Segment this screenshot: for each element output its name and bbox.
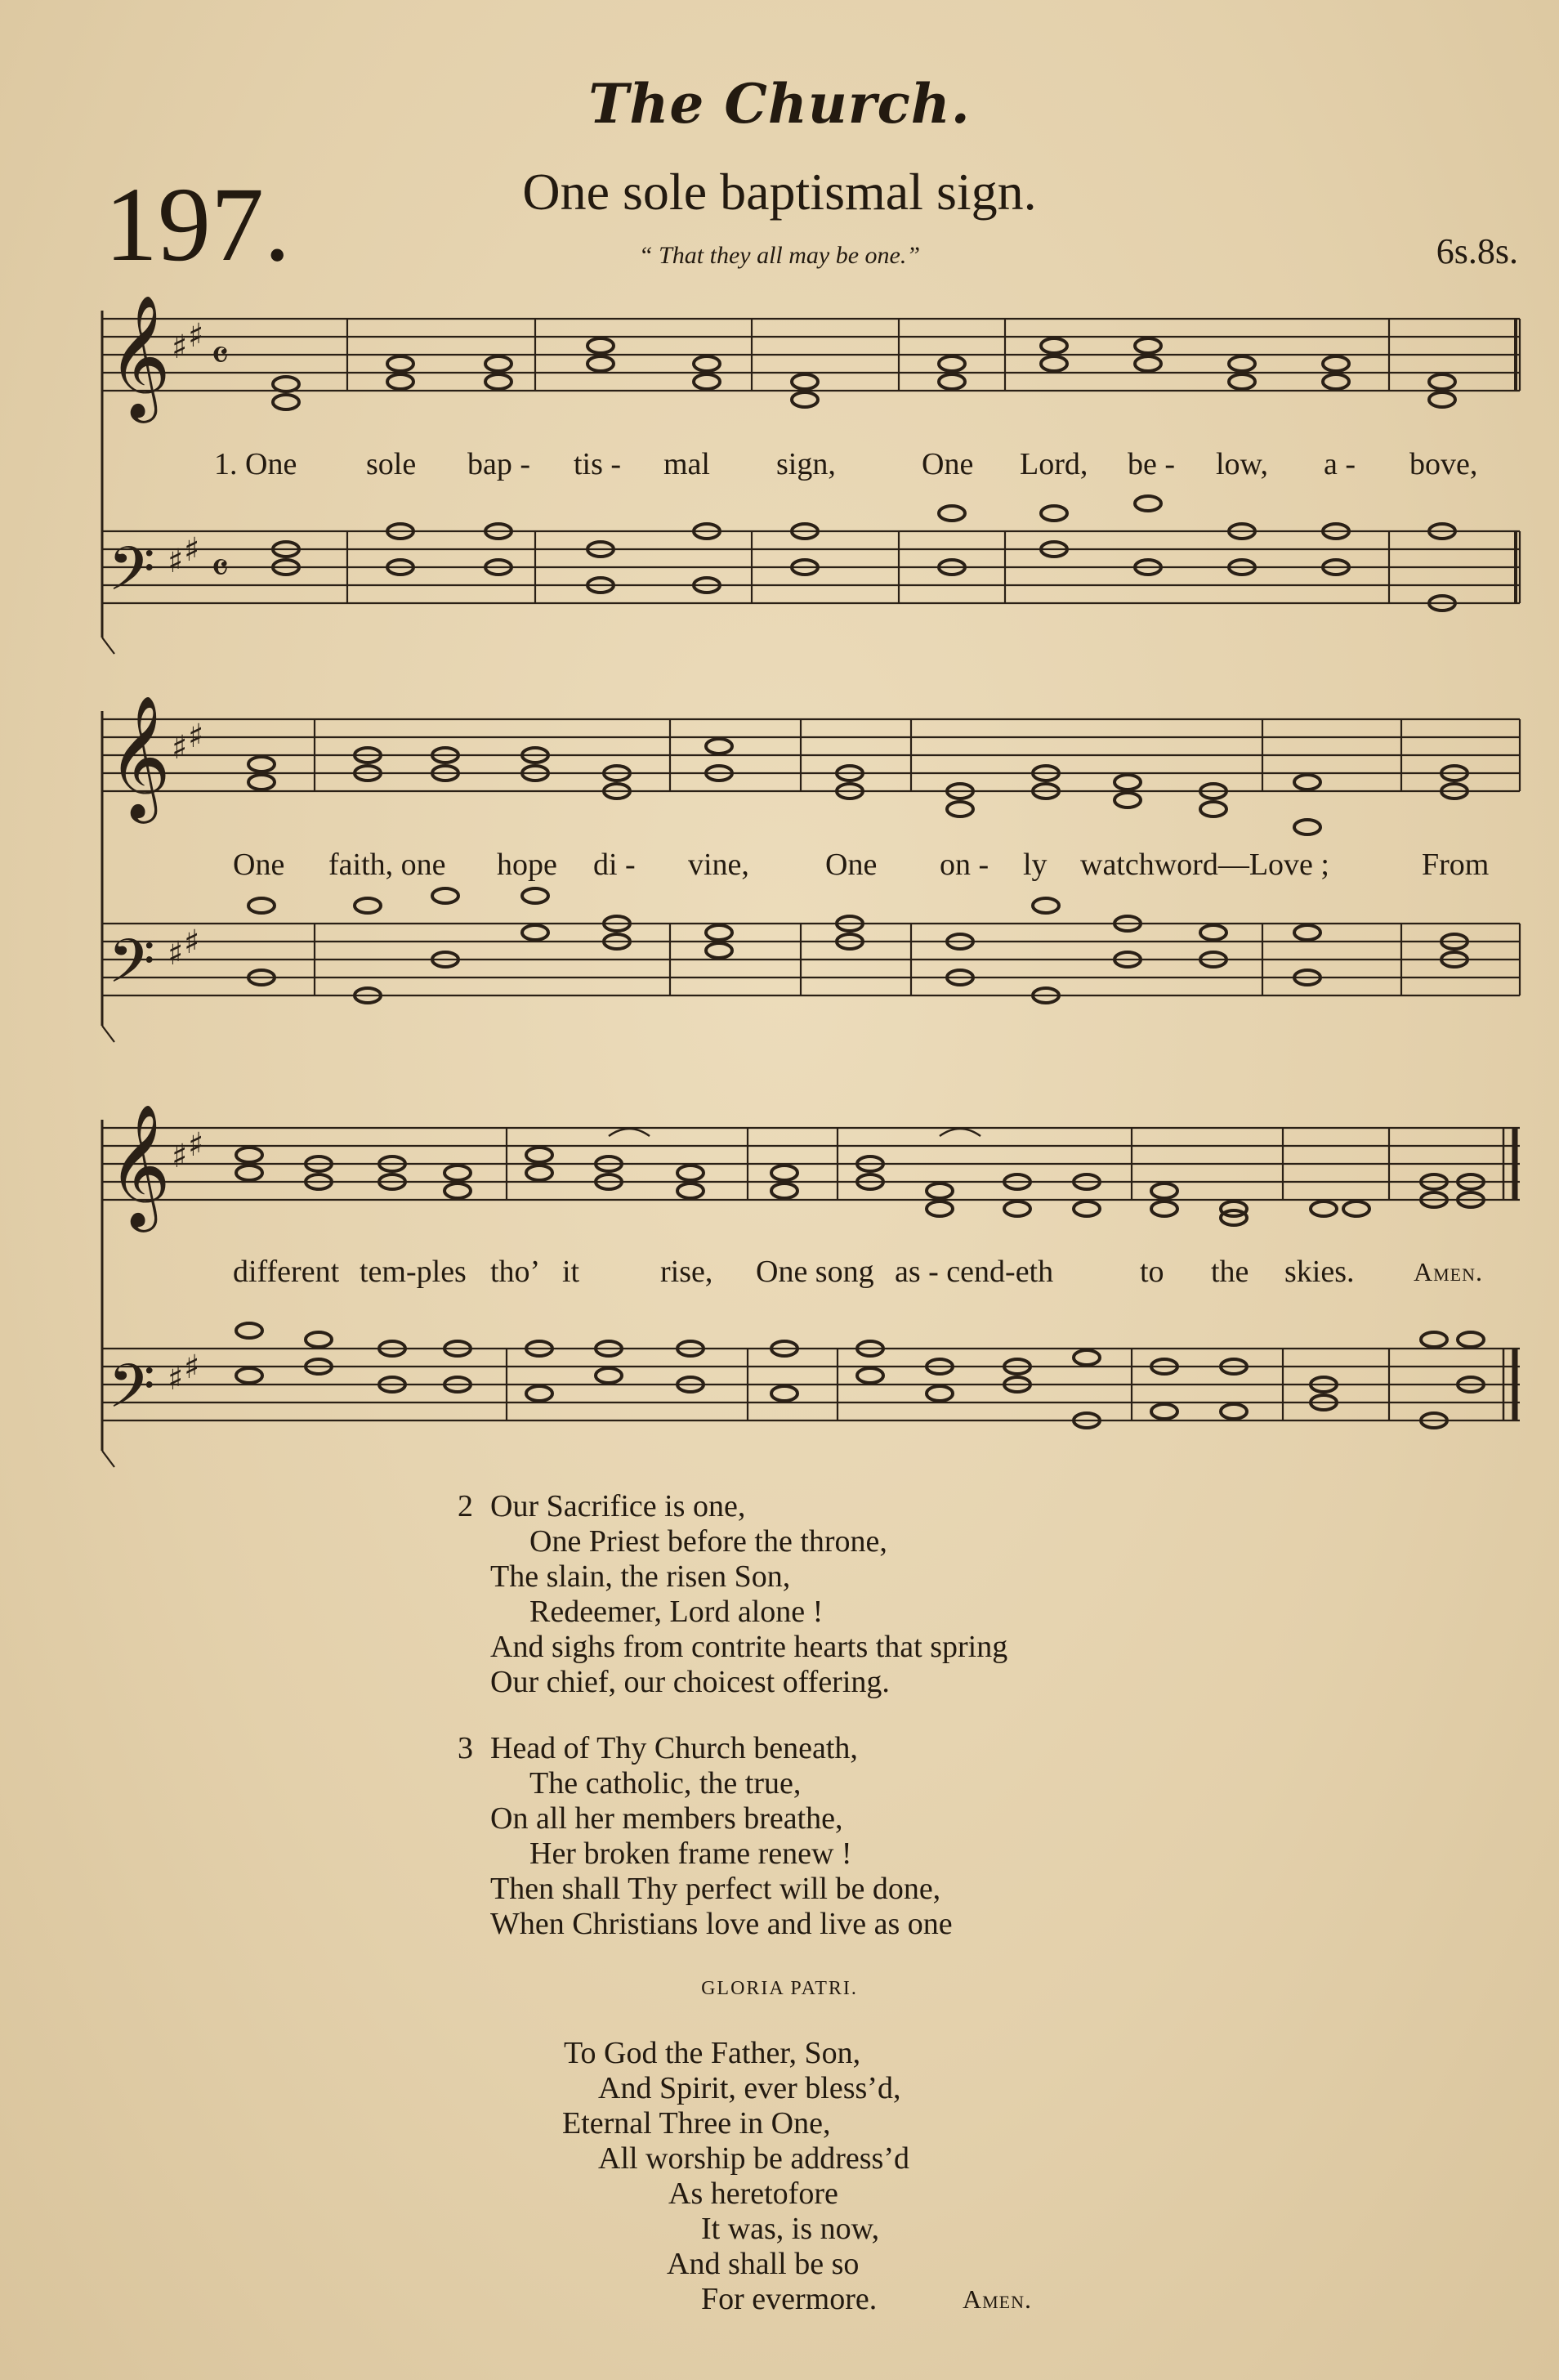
- svg-text:𝄢: 𝄢: [108, 926, 155, 1012]
- lyric-syllable: ly: [1023, 848, 1048, 882]
- lyric-syllable: it: [562, 1255, 580, 1289]
- verse-line: The slain, the risen Son,: [490, 1559, 791, 1594]
- verse-line: On all her members breathe,: [490, 1801, 843, 1836]
- hymn-title: One sole baptismal sign.: [522, 163, 1037, 221]
- gloria-heading: GLORIA PATRI.: [701, 1978, 858, 1999]
- svg-text:♯: ♯: [172, 729, 188, 767]
- lyric-syllable: different: [233, 1255, 340, 1289]
- gloria-line: All worship be address’d: [598, 2141, 909, 2176]
- lyric-syllable: tem-ples: [360, 1255, 467, 1289]
- gloria-line: And Spirit, ever bless’d,: [598, 2071, 901, 2105]
- verse-2: [458, 1489, 1007, 1700]
- meter-label: 6s.8s.: [1436, 231, 1518, 271]
- lyric-syllable: skies.: [1284, 1255, 1355, 1289]
- gloria-line: For evermore.: [701, 2282, 878, 2316]
- svg-text:♯: ♯: [172, 329, 188, 366]
- lyric-syllable: tis -: [574, 447, 622, 481]
- gloria-line: To God the Father, Son,: [564, 2036, 861, 2070]
- lyric-syllable: One: [825, 848, 878, 882]
- lyric-syllable: on -: [940, 848, 989, 882]
- verse-line: The catholic, the true,: [529, 1766, 802, 1801]
- lyric-syllable: Lord,: [1020, 447, 1088, 481]
- lyric-syllable: as - cend-eth: [895, 1255, 1054, 1289]
- verse-line: 3 Head of Thy Church beneath,: [458, 1731, 858, 1765]
- verse-line: One Priest before the throne,: [529, 1524, 887, 1559]
- lyric-syllable: watchword—Love ;: [1080, 848, 1329, 882]
- verse-number: 2: [458, 1489, 473, 1523]
- lyric-syllable: the: [1211, 1255, 1249, 1289]
- lyric-syllable: tho’: [490, 1255, 541, 1289]
- amen-label: Amen.: [1414, 1257, 1483, 1286]
- lyric-syllable: 1. One: [214, 447, 297, 481]
- hymn-number: 197.: [105, 166, 291, 284]
- svg-text:♯: ♯: [184, 531, 200, 569]
- lyric-syllable: be -: [1128, 447, 1176, 481]
- svg-text:𝄴: 𝄴: [211, 544, 230, 592]
- verse-number: 3: [458, 1731, 473, 1765]
- lyric-syllable: vine,: [688, 848, 749, 882]
- svg-text:𝄢: 𝄢: [108, 1351, 155, 1437]
- lyric-syllable: bap -: [467, 447, 531, 481]
- lyric-syllable: faith, one: [328, 848, 446, 882]
- verse-line: Her broken frame renew !: [529, 1836, 852, 1871]
- svg-text:♯: ♯: [172, 1138, 188, 1175]
- section-title: The Church.: [588, 72, 971, 136]
- lyric-syllable: bove,: [1409, 447, 1478, 481]
- lyric-syllable: low,: [1216, 447, 1269, 481]
- svg-text:♯: ♯: [168, 935, 184, 973]
- verse-line: And sighs from contrite hearts that spring: [490, 1630, 1008, 1664]
- gloria-line: As heretofore: [668, 2176, 838, 2211]
- lyric-syllable: mal: [663, 447, 710, 481]
- lyric-syllable: sole: [366, 447, 417, 481]
- lyric-syllable: rise,: [660, 1255, 713, 1289]
- lyric-syllable: sign,: [776, 447, 836, 481]
- gloria-line: And shall be so: [667, 2247, 860, 2281]
- lyric-syllable: a -: [1324, 447, 1356, 481]
- epigraph: “ That they all may be one.”: [638, 242, 921, 269]
- lyric-syllable: hope: [497, 848, 557, 882]
- lyric-syllable: One: [922, 447, 974, 481]
- lyric-syllable: One: [233, 848, 285, 882]
- gloria-line: It was, is now,: [701, 2212, 880, 2246]
- verse-3: [458, 1731, 953, 1942]
- svg-text:♯: ♯: [184, 1349, 200, 1386]
- lyric-syllable: di -: [593, 848, 636, 882]
- svg-text:𝄞: 𝄞: [108, 1103, 171, 1227]
- svg-text:𝄞: 𝄞: [108, 695, 171, 818]
- gloria-line: Eternal Three in One,: [562, 2106, 831, 2141]
- amen-label: Amen.: [963, 2284, 1032, 2314]
- verse-line: Redeemer, Lord alone !: [529, 1595, 824, 1629]
- svg-text:𝄢: 𝄢: [108, 534, 155, 620]
- svg-text:𝄞: 𝄞: [108, 294, 171, 418]
- lyric-syllable: to: [1140, 1255, 1164, 1289]
- verse-line: 2 Our Sacrifice is one,: [458, 1489, 746, 1523]
- lyric-syllable: From: [1422, 848, 1490, 882]
- verse-line: Then shall Thy perfect will be done,: [490, 1872, 941, 1906]
- svg-text:♯: ♯: [184, 924, 200, 961]
- svg-text:♯: ♯: [188, 317, 204, 355]
- svg-text:♯: ♯: [188, 1126, 204, 1164]
- verse-line: When Christians love and live as one: [490, 1907, 953, 1941]
- lyric-syllable: One song: [756, 1255, 874, 1289]
- svg-text:♯: ♯: [168, 1360, 184, 1398]
- verse-line: Our chief, our choicest offering.: [490, 1665, 890, 1699]
- svg-text:♯: ♯: [188, 718, 204, 755]
- svg-text:𝄴: 𝄴: [211, 332, 230, 379]
- svg-text:♯: ♯: [168, 543, 184, 580]
